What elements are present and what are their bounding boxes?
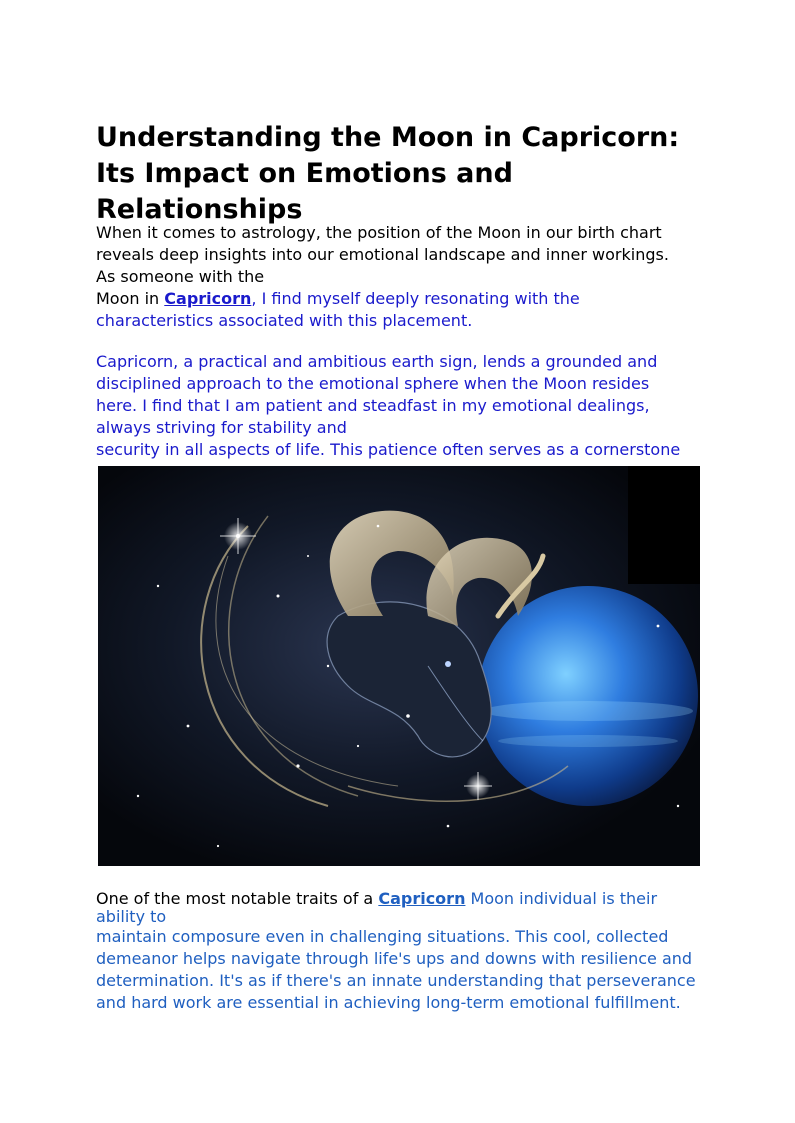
- text-line: As someone with the: [96, 267, 265, 286]
- text-fragment: , I find myself deeply resonating with the: [251, 289, 580, 308]
- intro-paragraph: [96, 222, 706, 332]
- text-line: determination. It's as if there's an innate understanding that perseverance: [96, 971, 696, 990]
- text-line: characteristics associated with this placement.: [96, 311, 473, 330]
- capricorn-link[interactable]: Capricorn: [378, 889, 466, 908]
- text-fragment: Moon in: [96, 289, 165, 308]
- capricorn-illustration: [98, 466, 700, 866]
- text-line: ability to: [96, 907, 167, 926]
- capricorn-link[interactable]: Capricorn: [164, 289, 252, 308]
- text-line: demeanor helps navigate through life's ups and downs with resilience and: [96, 949, 693, 968]
- text-fragment: Moon individual is their: [465, 889, 658, 908]
- text-line: [96, 288, 706, 310]
- page-title: Understanding the Moon in Capricorn: Its Impact on Emotions and Relationships: [96, 122, 680, 225]
- text-line: here. I find that I am patient and steadfast in my emotional dealings,: [96, 396, 650, 415]
- text-line: disciplined approach to the emotional sphere when the Moon resides: [96, 374, 650, 393]
- text-line: and hard work are essential in achieving long-term emotional fulfillment.: [96, 993, 681, 1012]
- text-line: always striving for stability and: [96, 418, 347, 437]
- text-fragment: One of the most notable traits of a: [96, 889, 379, 908]
- text-line: When it comes to astrology, the position of the Moon in our birth chart: [96, 223, 662, 242]
- text-line: security in all aspects of life. This patience often serves as a cornerstone: [96, 440, 681, 459]
- capricorn-zodiac-illustration-icon: [98, 466, 700, 866]
- composure-paragraph: [96, 890, 706, 1014]
- text-line: [96, 890, 706, 908]
- text-line: Capricorn, a practical and ambitious earth sign, lends a grounded and: [96, 352, 658, 371]
- text-line: reveals deep insights into our emotional landscape and inner workings.: [96, 245, 669, 264]
- text-line: maintain composure even in challenging situations. This cool, collected: [96, 927, 669, 946]
